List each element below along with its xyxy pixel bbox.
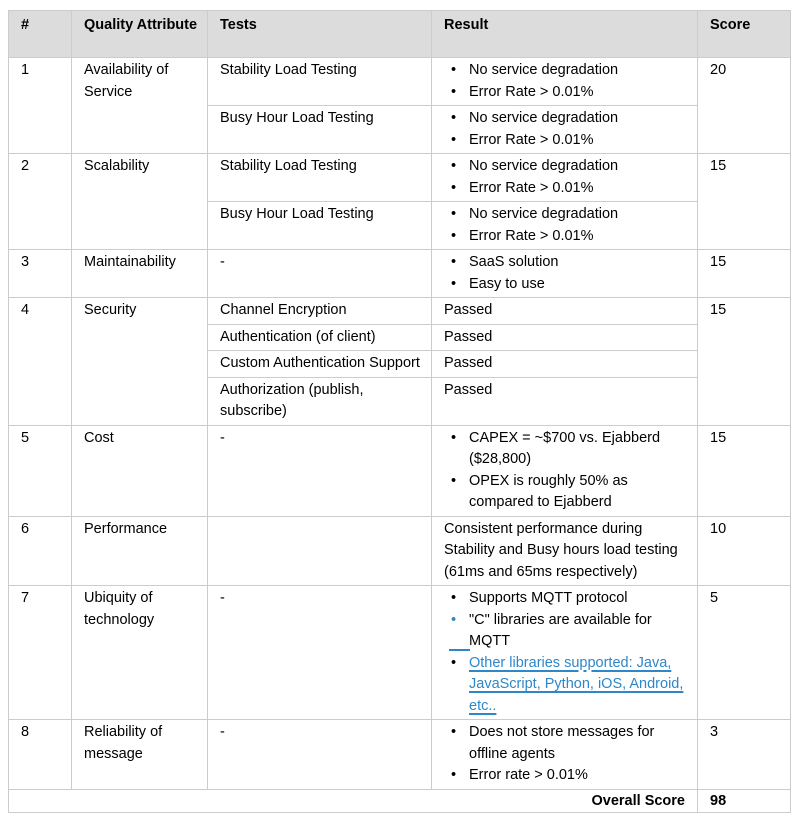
result-bullet-item	[440, 108, 689, 130]
table-row	[9, 586, 791, 720]
result-text: Error rate > 0.01%	[469, 767, 588, 783]
row-number-cell: 5	[9, 425, 72, 516]
bullet-icon: •	[451, 131, 457, 148]
score-cell: 5	[698, 586, 791, 720]
table-row	[9, 720, 791, 790]
bullet-icon: •	[451, 654, 457, 671]
test-cell: -	[208, 250, 432, 298]
column-header-quality-attribute: Quality Attribute	[72, 11, 208, 58]
score-cell: 3	[698, 720, 791, 790]
table-row	[9, 58, 791, 106]
result-bullet-item	[440, 226, 689, 248]
test-cell: Stability Load Testing	[208, 58, 432, 106]
result-text: SaaS solution	[469, 254, 559, 270]
result-text: "C" libraries are available for MQTT	[469, 611, 652, 649]
result-cell	[432, 58, 698, 106]
test-cell: Channel Encryption	[208, 298, 432, 325]
test-cell: Custom Authentication Support	[208, 351, 432, 378]
result-text: Error Rate > 0.01%	[469, 83, 594, 100]
result-bullet-item	[440, 204, 689, 226]
bullet-icon: •	[451, 206, 457, 222]
row-number-cell: 3	[9, 250, 72, 298]
result-text: No service degradation	[469, 62, 619, 78]
column-header-result: Result	[432, 11, 698, 58]
bullet-icon: •	[451, 110, 457, 126]
result-bullet-item	[440, 610, 689, 653]
result-cell	[432, 250, 698, 298]
result-cell	[432, 106, 698, 154]
result-text: Supports MQTT protocol	[469, 590, 628, 606]
overall-score-value: 98	[698, 789, 791, 812]
bullet-icon: •	[451, 227, 457, 244]
test-cell: Authorization (publish, subscribe)	[208, 377, 432, 425]
result-cell: Passed	[432, 298, 698, 325]
result-text: CAPEX = ~$700 vs. Ejabberd ($28,800)	[469, 429, 661, 467]
result-cell	[432, 202, 698, 250]
result-bullet-item	[440, 428, 689, 471]
result-cell: Passed	[432, 324, 698, 351]
result-bullet-item	[440, 653, 689, 718]
bullet-icon: •	[451, 83, 457, 100]
score-cell: 10	[698, 516, 791, 586]
bullet-icon: •	[451, 590, 457, 606]
test-cell: -	[208, 425, 432, 516]
result-text: Error Rate > 0.01%	[469, 179, 594, 196]
table-body	[9, 58, 791, 790]
bullet-icon: •	[451, 158, 457, 174]
score-cell: 15	[698, 250, 791, 298]
row-number-cell: 6	[9, 516, 72, 586]
quality-attribute-cell: Performance	[72, 516, 208, 586]
column-header-score: Score	[698, 11, 791, 58]
result-text: Error Rate > 0.01%	[469, 131, 594, 148]
score-cell: 15	[698, 425, 791, 516]
quality-attribute-cell: Scalability	[72, 154, 208, 250]
result-cell: Passed	[432, 377, 698, 425]
quality-attribute-cell: Availability of Service	[72, 58, 208, 154]
test-cell: Busy Hour Load Testing	[208, 202, 432, 250]
score-cell: 15	[698, 154, 791, 250]
overall-score-label: Overall Score	[9, 789, 698, 812]
table-row	[9, 250, 791, 298]
row-number-cell: 2	[9, 154, 72, 250]
quality-attribute-cell: Security	[72, 298, 208, 426]
link-styled-bullet-icon: •	[451, 610, 469, 653]
result-text: OPEX is roughly 50% as compared to Ejabberd	[469, 472, 628, 510]
test-cell: Authentication (of client)	[208, 324, 432, 351]
score-cell: 20	[698, 58, 791, 154]
result-cell	[432, 154, 698, 202]
quality-attribute-cell: Ubiquity of technology	[72, 586, 208, 720]
quality-attribute-cell: Cost	[72, 425, 208, 516]
table-footer	[9, 789, 791, 812]
overall-score-row	[9, 789, 791, 812]
test-cell: Busy Hour Load Testing	[208, 106, 432, 154]
row-number-cell: 8	[9, 720, 72, 790]
result-bullet-item	[440, 471, 689, 514]
row-number-cell: 4	[9, 298, 72, 426]
table-row	[9, 425, 791, 516]
test-cell	[208, 516, 432, 586]
result-bullet-item	[440, 274, 689, 296]
result-bullet-item	[440, 588, 689, 610]
score-cell: 15	[698, 298, 791, 426]
result-cell: Consistent performance during Stability and Busy hours load testing (61ms and 65ms respectively)	[432, 516, 698, 586]
result-cell	[432, 720, 698, 790]
header-row	[9, 11, 791, 58]
result-bullet-item	[440, 252, 689, 274]
test-cell: -	[208, 586, 432, 720]
bullet-icon: •	[451, 724, 457, 740]
row-number-cell: 7	[9, 586, 72, 720]
result-text: Error Rate > 0.01%	[469, 227, 594, 244]
result-cell: Passed	[432, 351, 698, 378]
table-header	[9, 11, 791, 58]
column-header-number: #	[9, 11, 72, 58]
result-cell	[432, 425, 698, 516]
test-cell: -	[208, 720, 432, 790]
table-row	[9, 154, 791, 202]
table-row	[9, 298, 791, 325]
bullet-icon: •	[451, 472, 457, 489]
result-text: No service degradation	[469, 206, 619, 222]
bullet-icon: •	[451, 254, 457, 270]
libraries-supported-link[interactable]: Other libraries supported: Java, JavaScript, Python, iOS, Android, etc..	[469, 654, 684, 714]
result-text: Easy to use	[469, 275, 545, 292]
result-bullet-item	[440, 130, 689, 152]
result-bullet-item	[440, 60, 689, 82]
bullet-icon: •	[451, 767, 457, 783]
bullet-icon: •	[451, 429, 457, 446]
quality-evaluation-table	[8, 10, 791, 813]
result-bullet-item	[440, 765, 689, 787]
result-bullet-item	[440, 722, 689, 765]
result-bullet-item	[440, 156, 689, 178]
result-cell	[432, 586, 698, 720]
row-number-cell: 1	[9, 58, 72, 154]
quality-attribute-cell: Maintainability	[72, 250, 208, 298]
result-bullet-item	[440, 82, 689, 104]
bullet-icon: •	[451, 275, 457, 292]
test-cell: Stability Load Testing	[208, 154, 432, 202]
bullet-icon: •	[451, 179, 457, 196]
bullet-icon: •	[451, 62, 457, 78]
quality-attribute-cell: Reliability of message	[72, 720, 208, 790]
table-row	[9, 516, 791, 586]
result-bullet-item	[440, 178, 689, 200]
result-text: No service degradation	[469, 110, 619, 126]
result-text: No service degradation	[469, 158, 619, 174]
column-header-tests: Tests	[208, 11, 432, 58]
result-text: Does not store messages for offline agents	[469, 724, 655, 762]
